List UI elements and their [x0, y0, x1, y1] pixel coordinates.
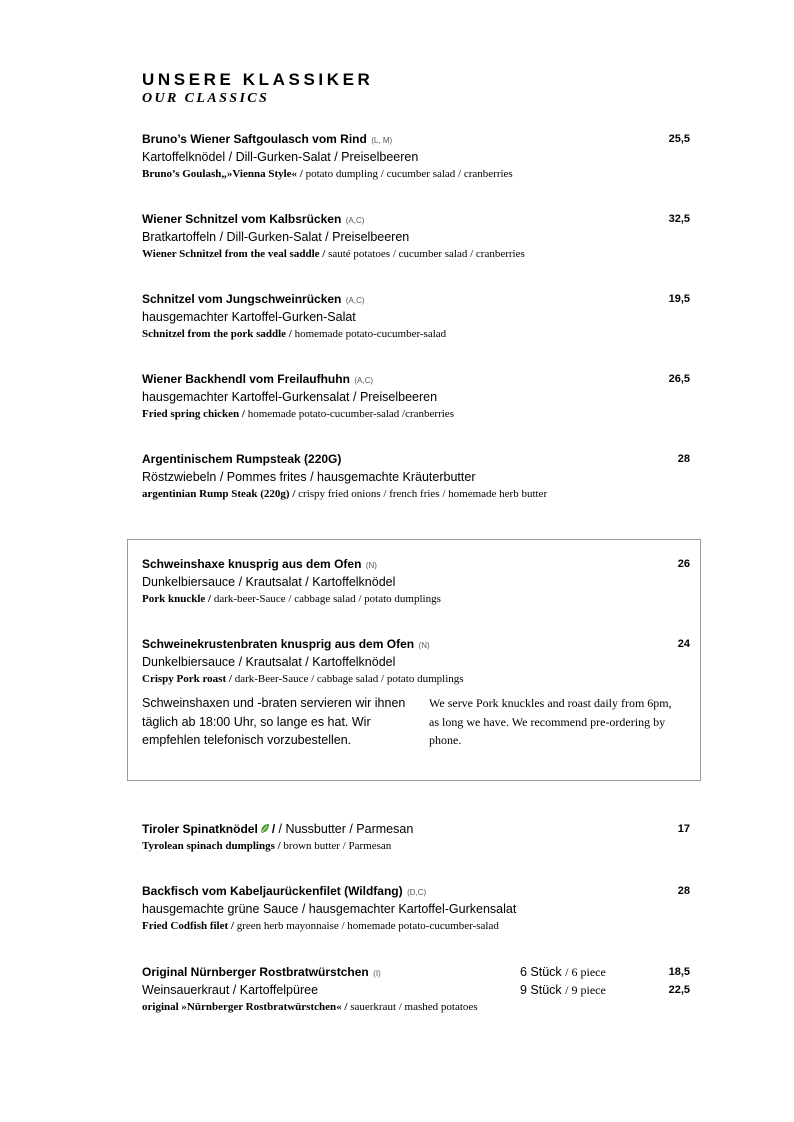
allergen-codes: (L, M) — [371, 136, 393, 145]
menu-item-rostbratwuerstchen — [142, 963, 690, 1016]
dish-price: 26 — [677, 558, 690, 570]
dish-english-name: Fried spring chicken / — [142, 408, 245, 420]
dish-name: Backfisch vom Kabeljaurückenfilet (Wildfang) — [142, 884, 403, 898]
menu-item-backhendl — [142, 370, 690, 423]
allergen-codes: (I) — [373, 969, 381, 978]
dish-sides: hausgemachter Kartoffel-Gurken-Salat — [142, 310, 356, 324]
dish-sides-inline: / / Nussbutter / Parmesan — [271, 822, 414, 836]
dish-english-name: Wiener Schnitzel from the veal saddle / — [142, 248, 326, 260]
dish-sides: Bratkartoffeln / Dill-Gurken-Salat / Preiselbeeren — [142, 230, 410, 244]
dish-english-sides: brown butter / Parmesan — [280, 840, 392, 852]
pork-note-english: We serve Pork knuckles and roast daily from 6pm, as long we have. We recommend pre-ordering by phone. — [429, 696, 672, 747]
dish-price: 28 — [677, 453, 690, 465]
leaf-icon — [260, 821, 270, 839]
menu-item-pork-schnitzel — [142, 290, 690, 343]
dish-price: 19,5 — [668, 293, 690, 305]
dish-english-name: Schnitzel from the pork saddle / — [142, 328, 292, 340]
dish-sides: Dunkelbiersauce / Krautsalat / Kartoffelknödel — [142, 655, 396, 669]
dish-english-sides: potato dumpling / cucumber salad / cranberries — [302, 168, 513, 180]
dish-name: Argentinischem Rumpsteak (220G) — [142, 452, 342, 466]
allergen-codes: (A,C) — [345, 296, 365, 305]
dish-name: Wiener Schnitzel vom Kalbsrücken — [142, 212, 342, 226]
dish-english-name: Bruno’s Goulash„»Vienna Style« / — [142, 168, 303, 180]
portion-9-price: 22,5 — [668, 984, 690, 996]
dish-english-name: original »Nürnberger Rostbratwürstchen« / — [142, 1001, 348, 1013]
dish-name: Schnitzel vom Jungschweinrücken — [142, 292, 342, 306]
dish-english-name: Fried Codfish filet / — [142, 920, 234, 932]
dish-price: 17 — [677, 823, 690, 835]
dish-sides: Weinsauerkraut / Kartoffelpüree — [142, 983, 319, 997]
dish-english — [142, 246, 690, 263]
dish-name: Bruno’s Wiener Saftgoulasch vom Rind — [142, 132, 367, 146]
dish-english-sides: sauté potatoes / cucumber salad / cranberries — [325, 248, 525, 260]
portion-9: 9 Stück / 9 piece — [520, 983, 606, 997]
dish-english — [142, 838, 690, 855]
dish-price: 24 — [677, 638, 690, 650]
dish-name: Schweinshaxe knusprig aus dem Ofen — [142, 557, 362, 571]
dish-sides: Röstzwiebeln / Pommes frites / hausgemachte Kräuterbutter — [142, 470, 476, 484]
dish-name: Original Nürnberger Rostbratwürstchen — [142, 965, 369, 979]
allergen-codes: (A,C) — [345, 216, 365, 225]
dish-english — [142, 406, 690, 423]
portion-6: 6 Stück / 6 piece — [520, 965, 606, 979]
dish-english-sides: green herb mayonnaise / homemade potato-cucumber-salad — [233, 920, 499, 932]
dish-english-name: Pork knuckle / — [142, 593, 212, 605]
dish-english-name: argentinian Rump Steak (220g) / — [142, 488, 296, 500]
dish-name: Wiener Backhendl vom Freilaufhuhn — [142, 372, 350, 386]
dish-name: Schweinekrustenbraten knusprig aus dem Ofen — [142, 637, 415, 651]
menu-item-rumpsteak — [142, 450, 690, 503]
dish-price: 32,5 — [668, 213, 690, 225]
pork-note-german: Schweinshaxen und -braten servieren wir ihnen täglich ab 18:00 Uhr, so lange es hat. Wir empfehlen telefonisch vorzubestellen. — [142, 696, 406, 747]
dish-english — [142, 671, 690, 688]
dish-english-sides: dark-Beer-Sauce / cabbage salad / potato dumplings — [231, 673, 464, 685]
dish-english-sides: dark-beer-Sauce / cabbage salad / potato dumplings — [211, 593, 441, 605]
menu-item-backfisch — [142, 882, 690, 935]
menu-item-krustenbraten — [142, 635, 690, 688]
menu-item-spinatknoedel — [142, 820, 690, 855]
dish-price: 26,5 — [668, 373, 690, 385]
allergen-codes: (D,C) — [407, 888, 427, 897]
dish-english-sides: sauerkraut / mashed potatoes — [347, 1001, 478, 1013]
menu-item-wiener-schnitzel — [142, 210, 690, 263]
dish-english — [142, 166, 690, 183]
dish-english-name: Crispy Pork roast / — [142, 673, 232, 685]
dish-sides: Kartoffelknödel / Dill-Gurken-Salat / Preiselbeeren — [142, 150, 419, 164]
page-subtitle: OUR CLASSICS — [142, 91, 270, 106]
dish-english — [142, 918, 690, 935]
dish-name: Tiroler Spinatknödel — [142, 822, 258, 836]
dish-sides: Dunkelbiersauce / Krautsalat / Kartoffelknödel — [142, 575, 396, 589]
page-title: UNSERE KLASSIKER — [142, 70, 374, 89]
dish-english — [142, 326, 690, 343]
dish-price: 28 — [677, 885, 690, 897]
portion-6-price: 18,5 — [668, 966, 690, 978]
dish-english-name: Tyrolean spinach dumplings / — [142, 840, 281, 852]
dish-english-sides: homemade potato-cucumber-salad /cranberries — [244, 408, 454, 420]
dish-sides: hausgemachte grüne Sauce / hausgemachter Kartoffel-Gurkensalat — [142, 902, 517, 916]
dish-english-sides: homemade potato-cucumber-salad — [291, 328, 447, 340]
dish-english — [142, 591, 690, 608]
allergen-codes: (A,C) — [354, 376, 374, 385]
allergen-codes: (N) — [418, 641, 430, 650]
menu-item-schweinshaxe — [142, 555, 690, 608]
menu-item-goulash — [142, 130, 690, 183]
dish-price: 25,5 — [668, 133, 690, 145]
dish-english-sides: crispy fried onions / french fries / homemade herb butter — [295, 488, 548, 500]
dish-english — [142, 486, 690, 503]
dish-english — [142, 999, 690, 1016]
allergen-codes: (N) — [365, 561, 377, 570]
dish-sides: hausgemachter Kartoffel-Gurkensalat / Preiselbeeren — [142, 390, 438, 404]
